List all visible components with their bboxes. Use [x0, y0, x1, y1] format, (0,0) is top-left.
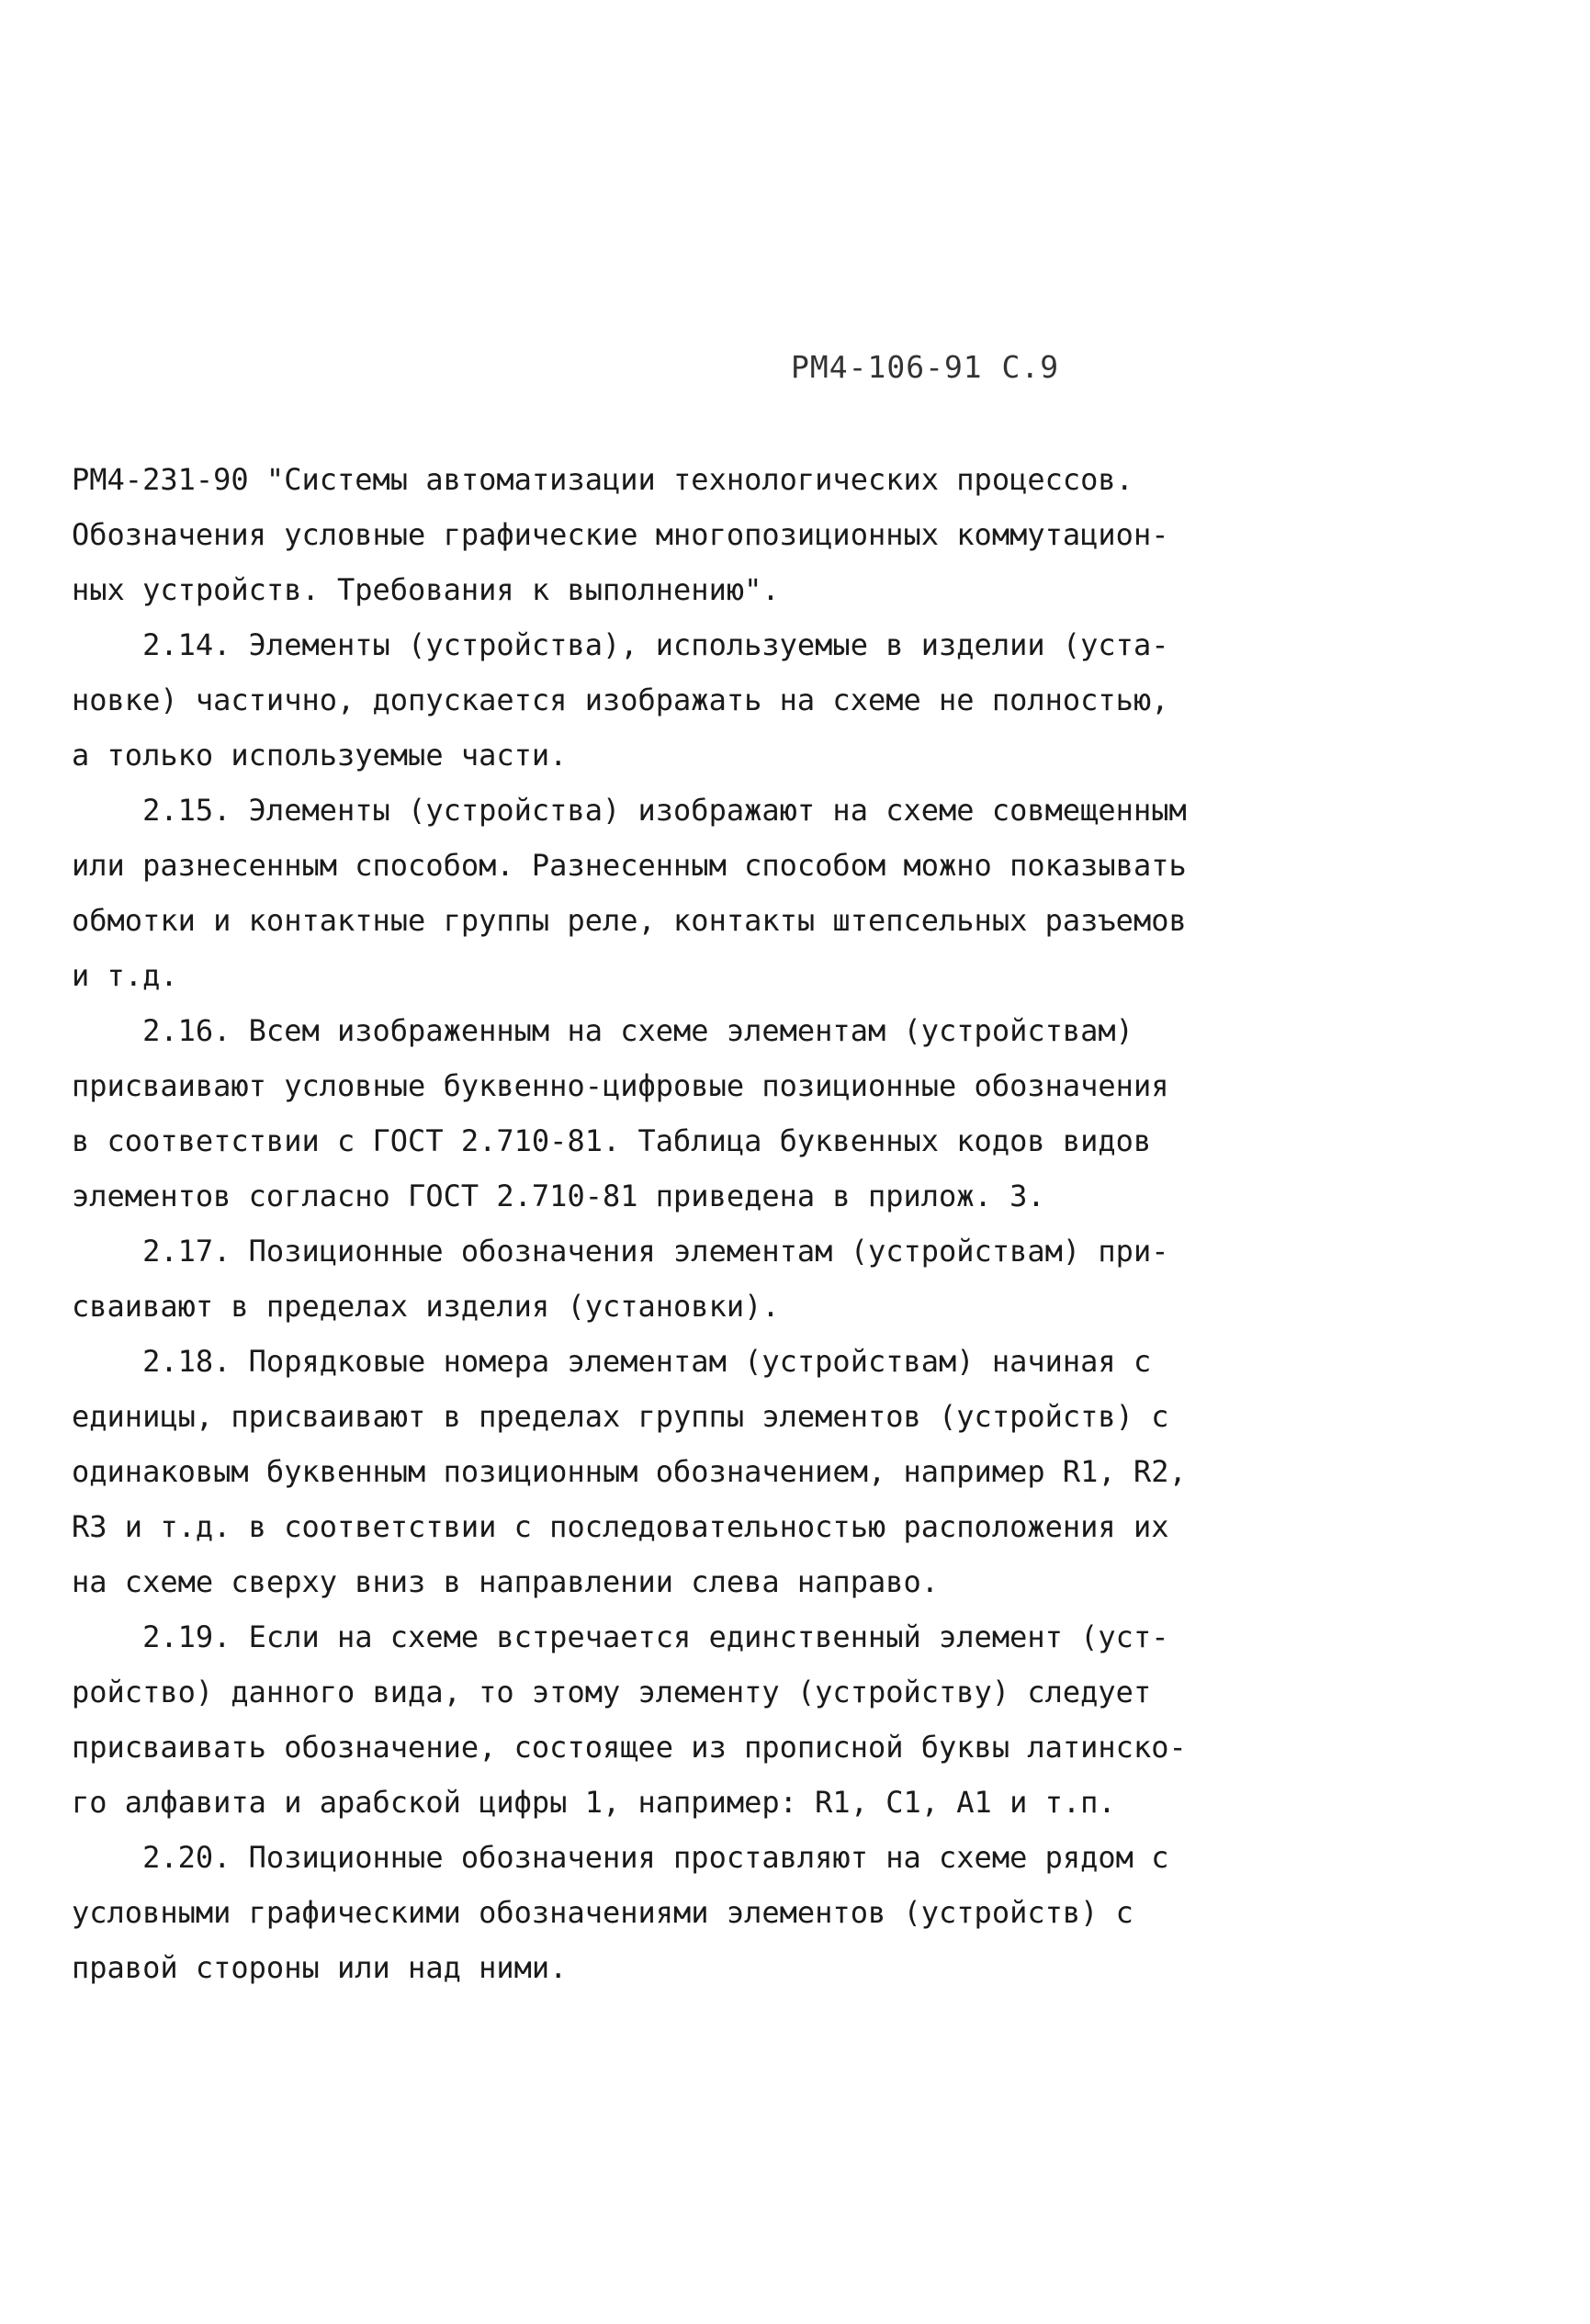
- text-line: ройство) данного вида, то этому элементу (устройству) следует: [72, 1675, 1152, 1709]
- text-line: ных устройств. Требования к выполнению".: [72, 572, 780, 607]
- text-line: новке) частично, допускается изображать на схеме не полностью,: [72, 683, 1169, 717]
- document-body: [72, 452, 1187, 1995]
- page-header-doc-code: РМ4-106-91 С.9: [791, 349, 1060, 385]
- text-line: РМ4-231-90 "Системы автоматизации технологических процессов.: [72, 462, 1133, 497]
- text-line: 2.16. Всем изображенным на схеме элементам (устройствам): [72, 1013, 1133, 1048]
- text-line: одинаковым буквенным позиционным обозначением, например R1, R2,: [72, 1454, 1187, 1489]
- text-line: а только используемые части.: [72, 738, 568, 773]
- text-line: присваивают условные буквенно-цифровые позиционные обозначения: [72, 1068, 1169, 1103]
- text-line: R3 и т.д. в соответствии с последовательностью расположения их: [72, 1509, 1169, 1544]
- text-line: го алфавита и арабской цифры 1, например: R1, C1, A1 и т.п.: [72, 1785, 1116, 1820]
- text-line: элементов согласно ГОСТ 2.710-81 приведена в прилож. 3.: [72, 1179, 1045, 1213]
- text-line: 2.14. Элементы (устройства), используемые в изделии (уста-: [72, 627, 1169, 662]
- text-line: 2.17. Позиционные обозначения элементам (устройствам) при-: [72, 1234, 1169, 1269]
- text-line: условными графическими обозначениями элементов (устройств) с: [72, 1895, 1133, 1930]
- text-line: и т.д.: [72, 958, 178, 993]
- text-line: 2.18. Порядковые номера элементам (устройствам) начиная с: [72, 1344, 1152, 1379]
- text-line: в соответствии с ГОСТ 2.710-81. Таблица буквенных кодов видов: [72, 1123, 1152, 1158]
- text-line: обмотки и контактные группы реле, контакты штепсельных разъемов: [72, 903, 1187, 938]
- text-line: 2.19. Если на схеме встречается единственный элемент (уст-: [72, 1619, 1169, 1654]
- text-line: 2.20. Позиционные обозначения проставляют на схеме рядом с: [72, 1840, 1169, 1875]
- text-line: Обозначения условные графические многопозиционных коммутацион-: [72, 517, 1169, 552]
- text-line: на схеме сверху вниз в направлении слева направо.: [72, 1564, 940, 1599]
- text-line: сваивают в пределах изделия (установки).: [72, 1289, 780, 1324]
- text-line: правой стороны или над ними.: [72, 1950, 568, 1985]
- text-line: единицы, присваивают в пределах группы элементов (устройств) с: [72, 1399, 1169, 1434]
- text-line: 2.15. Элементы (устройства) изображают на схеме совмещенным: [72, 793, 1187, 828]
- text-line: присваивать обозначение, состоящее из прописной буквы латинско-: [72, 1730, 1187, 1765]
- text-line: или разнесенным способом. Разнесенным способом можно показывать: [72, 848, 1187, 883]
